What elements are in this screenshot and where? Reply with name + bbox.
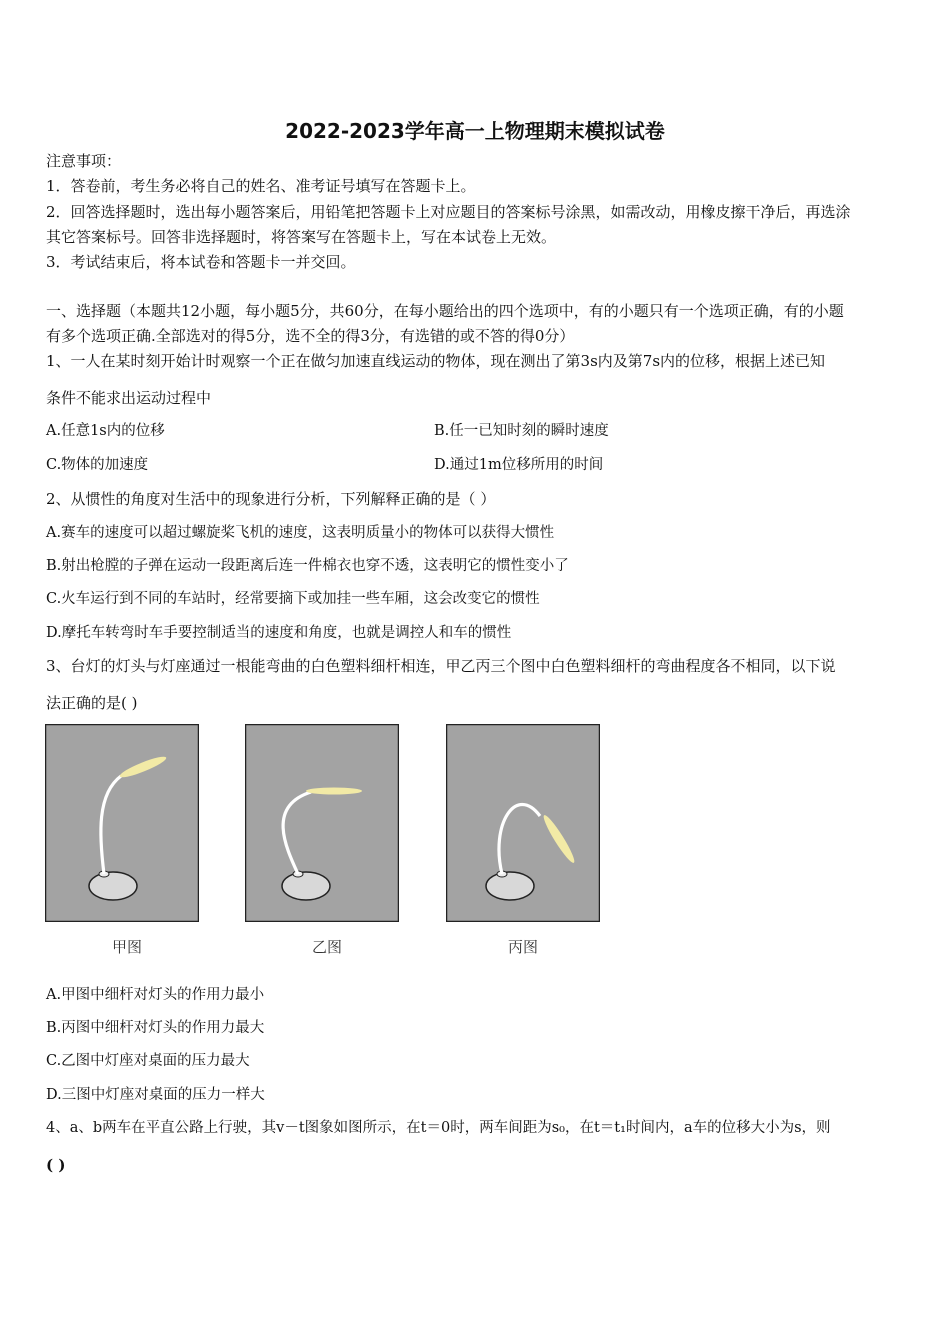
question-1-stem-cont: 条件不能求出运动过程中 [46,389,212,407]
q3-option-b: B.丙图中细杆对灯头的作用力最大 [46,1020,265,1036]
q1-option-a: A.任意1s内的位移 [46,423,165,439]
q2-option-a: A.赛车的速度可以超过螺旋桨飞机的速度，这表明质量小的物体可以获得大惯性 [46,525,555,541]
lamp-figure-jia [45,724,199,922]
q1-option-c: C.物体的加速度 [46,457,149,473]
q3-option-c: C.乙图中灯座对桌面的压力最大 [46,1053,250,1069]
q2-option-b: B.射出枪膛的子弹在运动一段距离后连一件棉衣也穿不透，这表明它的惯性变小了 [46,558,569,574]
section-heading: 一、选择题（本题共12小题，每小题5分，共60分，在每小题给出的四个选项中，有的小题只有一个选项正确，有的小题 [46,302,844,320]
q2-option-c: C.火车运行到不同的车站时，经常要摘下或加挂一些车厢，这会改变它的惯性 [46,591,540,607]
notice-item-2: 2．回答选择题时，选出每小题答案后，用铅笔把答题卡上对应题目的答案标号涂黑，如需改动，用橡皮擦干净后，再选涂 [46,203,851,221]
notice-item-2-cont: 其它答案标号。回答非选择题时，将答案写在答题卡上，写在本试卷上无效。 [46,228,557,246]
q2-option-d: D.摩托车转弯时车手要控制适当的速度和角度，也就是调控人和车的惯性 [46,625,512,641]
question-1-stem: 1、一人在某时刻开始计时观察一个正在做匀加速直线运动的物体，现在测出了第3s内及第7s内的位移，根据上述已知 [46,352,826,370]
lamp-figure-bing [446,724,600,922]
q1-option-b: B.任一已知时刻的瞬时速度 [434,423,609,439]
question-2-stem: 2、从惯性的角度对生活中的现象进行分析，下列解释正确的是（ ） [46,490,496,508]
question-3-stem-cont: 法正确的是( ) [46,694,138,712]
question-3-stem: 3、台灯的灯头与灯座通过一根能弯曲的白色塑料细杆相连，甲乙丙三个图中白色塑料细杆的弯曲程度各不相同，以下说 [46,657,836,675]
notice-heading: 注意事项： [46,152,122,170]
q1-option-d: D.通过1m位移所用的时间 [434,457,604,473]
page-title: 2022-2023学年高一上物理期末模拟试卷 [285,119,665,143]
caption-jia: 甲图 [111,938,142,956]
notice-item-1: 1．答卷前，考生务必将自己的姓名、准考证号填写在答题卡上。 [46,177,476,195]
caption-bing: 丙图 [507,938,538,956]
q3-option-a: A.甲图中细杆对灯头的作用力最小 [46,987,265,1003]
question-4-stem-cont: ( ) [46,1156,66,1174]
notice-item-3: 3．考试结束后，将本试卷和答题卡一并交回。 [46,253,356,271]
caption-yi: 乙图 [311,938,342,956]
q3-option-d: D.三图中灯座对桌面的压力一样大 [46,1087,265,1103]
lamp-figure-yi [245,724,399,922]
question-4-stem: 4、a、b两车在平直公路上行驶，其v－t图象如图所示，在t＝0时，两车间距为s₀，在t＝t₁时间内，a车的位移大小为s，则 [46,1120,831,1136]
section-heading-cont: 有多个选项正确.全部选对的得5分，选不全的得3分，有选错的或不答的得0分） [46,327,575,345]
